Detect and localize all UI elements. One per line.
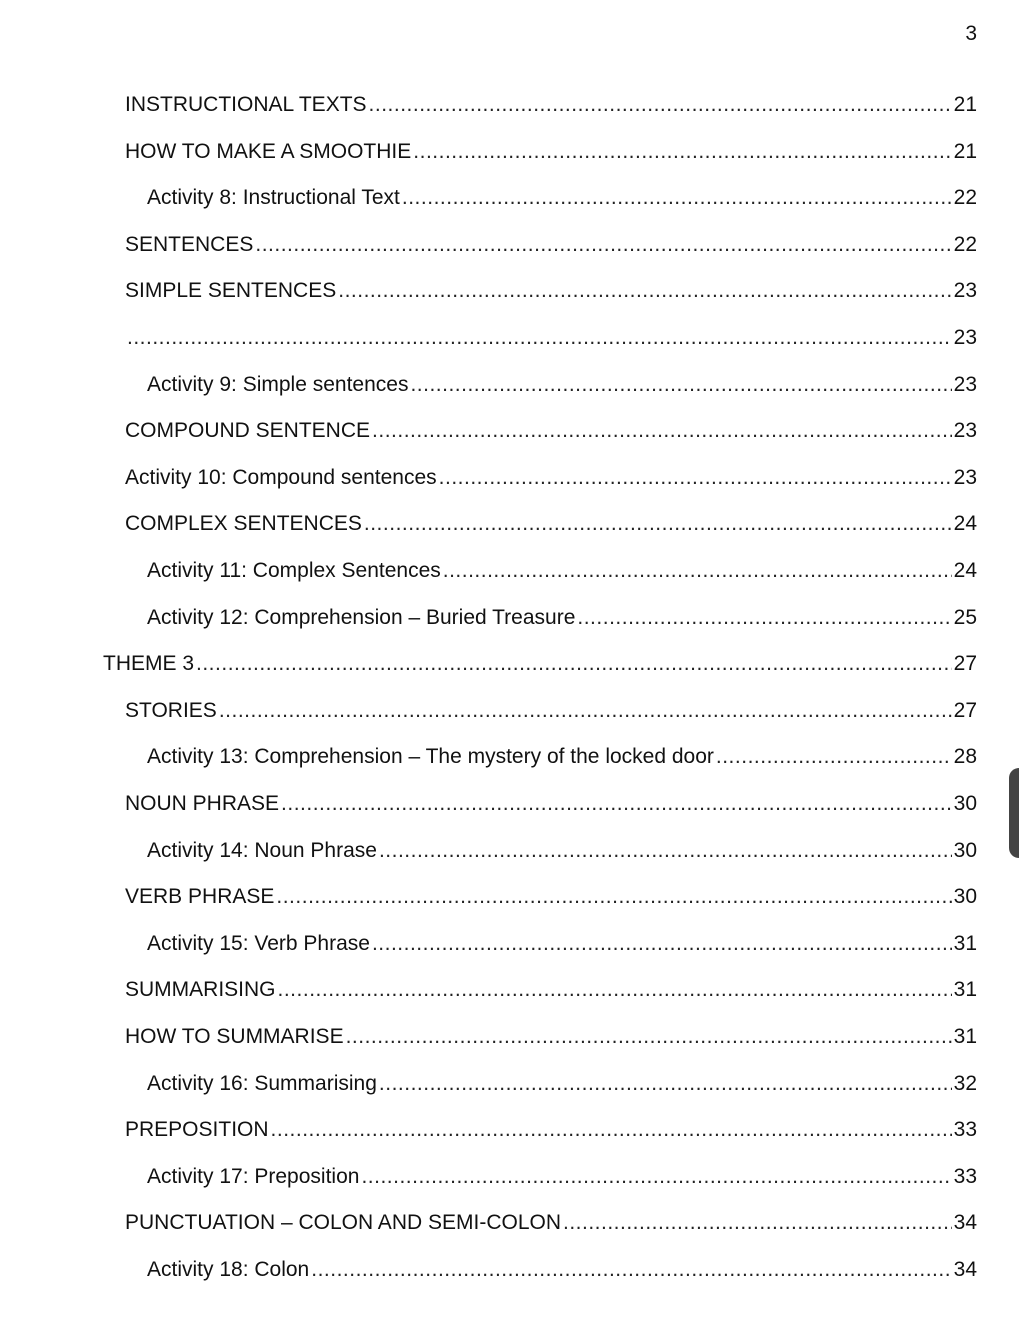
toc-entry-page-number: 33 xyxy=(953,1164,977,1188)
toc-entry-page-number: 27 xyxy=(953,652,977,676)
toc-entry-page-number: 28 xyxy=(953,745,977,769)
toc-entry-title: THEME 3 xyxy=(103,652,195,676)
toc-entry-title: Activity 9: Simple sentences xyxy=(147,372,409,396)
toc-entry[interactable] xyxy=(0,131,977,165)
toc-entry-title: INSTRUCTIONAL TEXTS xyxy=(125,93,367,116)
toc-dot-leader xyxy=(196,651,952,677)
toc-entry[interactable] xyxy=(0,410,977,444)
toc-entry[interactable] xyxy=(0,364,977,398)
toc-dot-leader xyxy=(577,605,951,631)
toc-entry[interactable] xyxy=(0,503,977,537)
toc-entry-title: SUMMARISING xyxy=(125,978,276,1002)
toc-entry-title: VERB PHRASE xyxy=(125,885,275,909)
toc-entry[interactable] xyxy=(0,317,977,351)
toc-dot-leader xyxy=(372,418,952,444)
toc-entry-page-number: 22 xyxy=(953,186,977,210)
toc-entry[interactable] xyxy=(0,736,977,770)
toc-entry-page-number: 32 xyxy=(953,1071,977,1095)
toc-entry[interactable] xyxy=(0,457,977,491)
toc-entry[interactable] xyxy=(0,830,977,864)
toc-entry[interactable] xyxy=(0,270,977,304)
toc-dot-leader xyxy=(219,698,952,724)
toc-dot-leader xyxy=(361,1164,951,1190)
toc-entry-page-number: 31 xyxy=(953,978,977,1002)
toc-dot-leader xyxy=(379,838,952,864)
toc-entry-title: NOUN PHRASE xyxy=(125,792,280,815)
toc-dot-leader xyxy=(402,185,952,211)
toc-entry-page-number: 25 xyxy=(953,605,977,629)
toc-entry-page-number: 34 xyxy=(953,1211,977,1235)
toc-entry-title: Activity 10: Compound sentences xyxy=(125,465,437,489)
toc-entry-title: Activity 11: Complex Sentences xyxy=(147,559,441,582)
toc-dot-leader xyxy=(410,372,951,398)
toc-entry-page-number: 24 xyxy=(953,559,977,582)
toc-entry[interactable] xyxy=(0,177,977,211)
toc-dot-leader xyxy=(563,1210,952,1236)
toc-dot-leader xyxy=(346,1024,952,1050)
toc-entry[interactable] xyxy=(0,224,977,258)
toc-dot-leader xyxy=(311,1257,951,1283)
toc-entry-page-number: 31 xyxy=(953,1025,977,1048)
toc-entry-title: Activity 13: Comprehension – The mystery of the locked door xyxy=(147,745,714,769)
toc-entry-page-number: 23 xyxy=(953,419,977,443)
toc-entry[interactable] xyxy=(0,550,977,584)
toc-dot-leader xyxy=(338,278,951,304)
toc-entry-page-number: 21 xyxy=(953,139,977,163)
toc-dot-leader xyxy=(364,511,952,537)
toc-entry-page-number: 34 xyxy=(953,1258,977,1281)
toc-entry-title: HOW TO MAKE A SMOOTHIE xyxy=(125,139,412,163)
toc-entry-title: Activity 12: Comprehension – Buried Treasure xyxy=(147,605,576,629)
toc-entry-page-number: 23 xyxy=(953,279,977,303)
toc-entry-page-number: 21 xyxy=(953,93,977,116)
toc-entry-title: Activity 16: Summarising xyxy=(147,1071,377,1095)
toc-entry-title: Activity 18: Colon xyxy=(147,1258,310,1281)
toc-dot-leader xyxy=(439,465,952,491)
scroll-handle[interactable] xyxy=(1009,768,1019,858)
toc-dot-leader xyxy=(372,931,952,957)
toc-dot-leader xyxy=(278,977,952,1003)
toc-entry[interactable] xyxy=(0,84,977,118)
toc-dot-leader xyxy=(271,1117,952,1143)
toc-entry-page-number: 31 xyxy=(953,931,977,955)
toc-dot-leader xyxy=(369,92,952,118)
toc-entry[interactable] xyxy=(0,1063,977,1097)
toc-entry-title: COMPLEX SENTENCES xyxy=(125,512,362,536)
toc-entry[interactable] xyxy=(0,1249,977,1283)
toc-entry-page-number: 30 xyxy=(953,792,977,815)
toc-entry-page-number: 27 xyxy=(953,698,977,722)
toc-entry-title: SIMPLE SENTENCES xyxy=(125,279,337,303)
toc-entry-page-number: 23 xyxy=(953,372,977,396)
toc-entry-title: Activity 8: Instructional Text xyxy=(147,186,400,210)
toc-entry-title: Activity 15: Verb Phrase xyxy=(147,931,370,955)
toc-entry-page-number: 30 xyxy=(953,885,977,909)
toc-dot-leader xyxy=(276,884,951,910)
toc-dot-leader xyxy=(255,232,951,258)
toc-entry-title: COMPOUND SENTENCE xyxy=(125,419,371,443)
toc-entry[interactable] xyxy=(0,969,977,1003)
toc-entry[interactable] xyxy=(0,1109,977,1143)
toc-entry-title: Activity 17: Preposition xyxy=(147,1164,360,1188)
page-number: 3 xyxy=(965,22,977,45)
toc-dot-leader xyxy=(281,791,952,817)
toc-entry-title: HOW TO SUMMARISE xyxy=(125,1025,344,1048)
toc-entry[interactable] xyxy=(0,1202,977,1236)
toc-entry-page-number: 22 xyxy=(953,232,977,256)
toc-entry[interactable] xyxy=(0,783,977,817)
toc-entry-title: PREPOSITION xyxy=(125,1118,269,1142)
toc-entry-title: PUNCTUATION – COLON AND SEMI-COLON xyxy=(125,1211,561,1235)
toc-dot-leader xyxy=(443,558,952,584)
toc-entry-page-number: 23 xyxy=(953,326,977,349)
toc-entry-title: SENTENCES xyxy=(125,232,254,256)
toc-dot-leader xyxy=(379,1071,952,1097)
toc-entry-page-number: 23 xyxy=(953,465,977,489)
toc-entry-page-number: 24 xyxy=(953,512,977,536)
toc-entry[interactable] xyxy=(0,923,977,957)
toc-entry[interactable] xyxy=(0,1156,977,1190)
toc-dot-leader xyxy=(413,139,951,165)
toc-entry-title: Activity 14: Noun Phrase xyxy=(147,838,377,862)
toc-entry-title: STORIES xyxy=(125,698,217,722)
toc-entry[interactable] xyxy=(0,690,977,724)
toc-entry[interactable] xyxy=(0,1016,977,1050)
toc-entry-page-number: 30 xyxy=(953,838,977,862)
toc-entry[interactable] xyxy=(0,597,977,631)
toc-entry-page-number: 33 xyxy=(953,1118,977,1142)
toc-dot-leader xyxy=(127,325,952,351)
toc-entry[interactable] xyxy=(0,876,977,910)
toc-dot-leader xyxy=(716,744,952,770)
toc-entry[interactable] xyxy=(0,643,977,677)
